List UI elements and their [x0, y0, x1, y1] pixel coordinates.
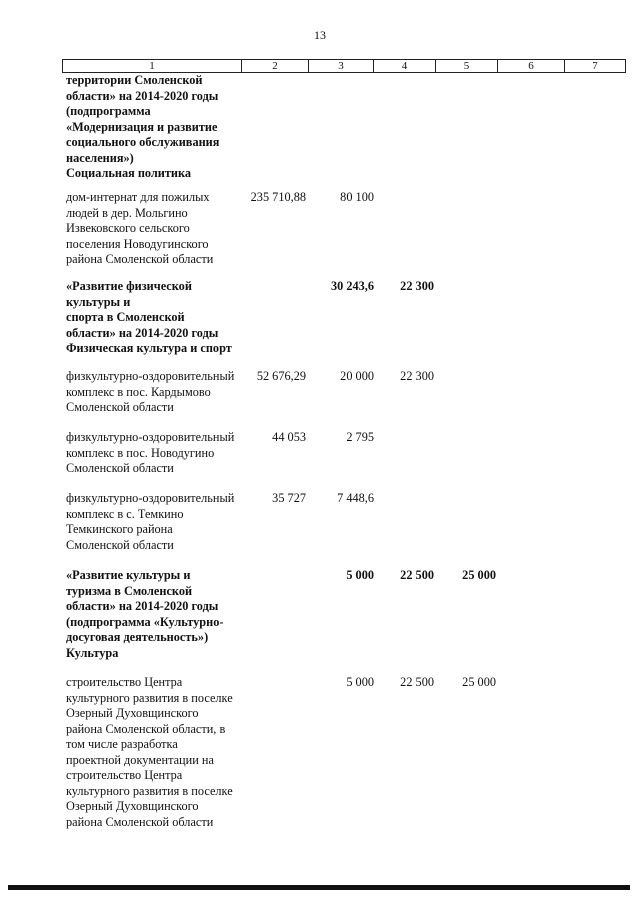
row-description	[66, 430, 246, 477]
row-description	[66, 190, 246, 268]
page-number: 13	[314, 28, 326, 42]
description-line: Озерный Духовщинского	[66, 799, 199, 813]
description-line: Смоленской области	[66, 400, 174, 414]
description-line: социального обслуживания	[66, 135, 220, 149]
column-number-3: 3	[309, 60, 374, 73]
column-number-4: 4	[374, 60, 436, 73]
description-line: (подпрограмма	[66, 104, 151, 118]
cell-col3: 2 795	[346, 430, 374, 444]
table-row	[66, 190, 636, 268]
description-line: (подпрограмма «Культурно-	[66, 614, 224, 629]
description-line: «Развитие физической	[66, 279, 192, 293]
description-line: района Смоленской области, в	[66, 721, 226, 736]
column-header-row	[62, 59, 626, 73]
description-line: области» на 2014-2020 годы	[66, 599, 219, 613]
cell-col3: 5 000	[346, 675, 374, 689]
description-line: Физическая культура и спорт	[66, 341, 232, 355]
cell-col4: 22 300	[400, 279, 434, 293]
cell-col3: 80 100	[340, 190, 374, 204]
description-line: Культура	[66, 645, 119, 660]
description-line: культурного развития в поселке	[66, 690, 233, 705]
column-number-6: 6	[498, 60, 565, 73]
column-number-5: 5	[436, 60, 498, 73]
cell-col3: 7 448,6	[337, 491, 374, 505]
column-number-7: 7	[565, 60, 626, 73]
page-bottom-border	[8, 885, 630, 890]
description-line: культурного развития в поселке	[66, 783, 233, 798]
table-row	[66, 430, 636, 477]
description-line: спорта в Смоленской	[66, 310, 185, 324]
row-description	[66, 73, 246, 182]
description-line: досуговая деятельность»)	[66, 630, 209, 644]
cell-col3: 30 243,6	[330, 279, 374, 293]
description-line: комплекс в пос. Кардымово	[66, 384, 211, 399]
table-row	[66, 369, 636, 416]
cell-col4: 22 500	[400, 568, 434, 582]
description-line: территории Смоленской	[66, 73, 203, 87]
column-number-2: 2	[242, 60, 309, 73]
row-description	[66, 568, 246, 661]
row-description	[66, 369, 246, 416]
description-line: комплекс в с. Темкино	[66, 506, 184, 521]
description-line: области» на 2014-2020 годы	[66, 325, 219, 340]
row-description	[66, 279, 246, 357]
description-line: проектной документации на	[66, 752, 214, 767]
description-line: Озерный Духовщинского	[66, 706, 199, 720]
cell-col2: 35 727	[272, 491, 306, 505]
cell-col4: 22 500	[400, 675, 434, 689]
description-line: района Смоленской области	[66, 252, 214, 266]
table-row	[66, 279, 636, 357]
description-line: людей в дер. Мольгино	[66, 205, 188, 220]
cell-col2: 235 710,88	[250, 190, 306, 204]
cell-col5: 25 000	[462, 675, 496, 689]
description-line: поселения Новодугинского	[66, 236, 209, 251]
description-line: физкультурно-оздоровительный	[66, 491, 235, 505]
table-row	[66, 491, 636, 553]
description-line: физкультурно-оздоровительный	[66, 430, 235, 444]
description-line: строительство Центра	[66, 675, 183, 689]
cell-col2: 52 676,29	[256, 369, 306, 383]
row-description	[66, 491, 246, 553]
row-description	[66, 675, 246, 830]
description-line: физкультурно-оздоровительный	[66, 369, 235, 383]
description-line: района Смоленской области	[66, 814, 214, 829]
description-line: Смоленской области	[66, 537, 174, 552]
description-line: дом-интернат для пожилых	[66, 190, 210, 204]
cell-col4: 22 300	[400, 369, 434, 383]
column-number-1: 1	[63, 60, 242, 73]
description-line: «Развитие культуры и	[66, 568, 191, 582]
table-row	[66, 675, 636, 830]
table-row	[66, 73, 246, 182]
description-line: области» на 2014-2020 годы	[66, 88, 219, 103]
description-line: Социальная политика	[66, 166, 192, 180]
cell-col3: 20 000	[340, 369, 374, 383]
cell-col2: 44 053	[272, 430, 306, 444]
description-line: Извековского сельского	[66, 221, 190, 235]
description-line: «Модернизация и развитие	[66, 119, 218, 134]
description-line: населения»)	[66, 150, 134, 165]
description-line: туризма в Смоленской	[66, 583, 193, 598]
cell-col3: 5 000	[346, 568, 374, 582]
description-line: Темкинского района	[66, 522, 173, 536]
table-row	[66, 568, 636, 661]
description-line: культуры и	[66, 294, 131, 309]
description-line: том числе разработка	[66, 737, 178, 751]
cell-col5: 25 000	[462, 568, 496, 582]
description-line: комплекс в пос. Новодугино	[66, 445, 215, 460]
description-line: строительство Центра	[66, 768, 183, 782]
description-line: Смоленской области	[66, 461, 174, 475]
